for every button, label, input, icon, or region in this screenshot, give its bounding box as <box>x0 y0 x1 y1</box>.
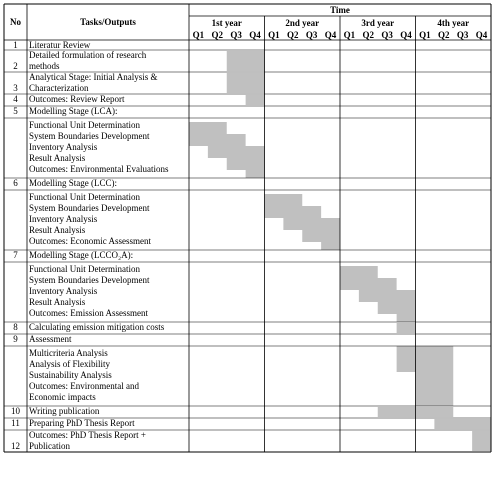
header-quarter: Q1 <box>343 30 356 40</box>
row-number: 11 <box>11 418 20 428</box>
task-label: Inventory Analysis <box>29 285 98 296</box>
task-label: Analysis of Flexibility <box>29 358 110 369</box>
task-label: System Boundaries Development <box>29 202 150 213</box>
task-label: Assessment <box>29 334 72 344</box>
task-label: Preparing PhD Thesis Report <box>29 418 135 428</box>
header-quarter: Q2 <box>287 30 299 40</box>
row-number: 4 <box>13 94 18 104</box>
row-number: 10 <box>11 406 20 416</box>
task-label: Outcomes: Review Report <box>29 94 125 104</box>
row-number: 2 <box>13 61 18 71</box>
header-quarter: Q4 <box>400 30 412 40</box>
header-year: 1st year <box>211 18 242 28</box>
task-label: System Boundaries Development <box>29 130 150 141</box>
task-label: Analytical Stage: Initial Analysis & <box>29 72 158 82</box>
task-label: Outcomes: Economic Assessment <box>29 235 151 246</box>
gantt-bar <box>227 51 265 71</box>
header-quarter: Q1 <box>268 30 280 40</box>
gantt-bar <box>227 73 265 93</box>
header-year: 2nd year <box>285 18 320 28</box>
task-label: Characterization <box>29 83 89 93</box>
task-label: Outcomes: PhD Thesis Report + <box>29 430 146 440</box>
task-label: Outcomes: Environmental Evaluations <box>29 163 169 174</box>
header-quarter: Q2 <box>438 30 450 40</box>
task-label: Inventory Analysis <box>29 141 98 152</box>
header-tasks: Tasks/Outputs <box>80 17 136 27</box>
header-quarter: Q4 <box>324 30 337 40</box>
header-quarter: Q3 <box>305 30 318 40</box>
row-number: 5 <box>13 106 18 116</box>
row-number: 9 <box>13 334 18 344</box>
task-label: Functional Unit Determination <box>29 119 140 130</box>
task-label: Publication <box>29 441 70 451</box>
row-number: 7 <box>13 250 18 260</box>
row-number: 6 <box>13 178 18 188</box>
gantt-bar <box>246 95 265 105</box>
header-year: 3rd year <box>361 18 395 28</box>
gantt-bar <box>416 372 454 406</box>
row-number: 12 <box>11 441 20 451</box>
header-quarter: Q4 <box>475 30 488 40</box>
header-quarter: Q3 <box>381 30 393 40</box>
header-no: No <box>10 17 21 27</box>
header-quarter: Q4 <box>249 30 261 40</box>
task-label: Calculating emission mitigation costs <box>29 322 165 332</box>
header-year: 4th year <box>437 18 470 28</box>
task-label: Outcomes: Environmental and <box>29 380 139 391</box>
header-quarter: Q2 <box>362 30 375 40</box>
task-label: Sustainability Analysis <box>29 369 112 380</box>
gantt-bar <box>397 302 416 322</box>
gantt-bar <box>321 230 340 250</box>
task-label: Literatur Review <box>29 40 91 50</box>
gantt-bar <box>246 158 265 178</box>
task-label: methods <box>29 61 60 71</box>
task-label: Outcomes: Emission Assessment <box>29 307 148 318</box>
header-quarter: Q1 <box>192 30 205 40</box>
task-label: Result Analysis <box>29 224 86 235</box>
row-number: 1 <box>13 40 18 50</box>
task-label: Writing publication <box>29 406 100 416</box>
gantt-bar <box>434 419 491 429</box>
header-quarter: Q3 <box>230 30 242 40</box>
task-label: Modelling Stage (LCC): <box>29 178 117 188</box>
task-label: Functional Unit Determination <box>29 191 140 202</box>
task-label: Multicriteria Analysis <box>29 347 108 358</box>
task-label: Modelling Stage (LCA): <box>29 106 118 116</box>
header-time: Time <box>330 5 350 15</box>
row-number: 3 <box>13 83 18 93</box>
task-label: Result Analysis <box>29 296 86 307</box>
gantt-bar <box>472 431 491 451</box>
header-quarter: Q3 <box>456 30 469 40</box>
task-label: System Boundaries Development <box>29 274 150 285</box>
row-number: 8 <box>13 322 18 332</box>
header-quarter: Q1 <box>419 30 431 40</box>
task-label: Inventory Analysis <box>29 213 98 224</box>
task-label: Modelling Stage (LCCO₂A): <box>29 250 134 260</box>
task-label: Detailed formulation of research <box>29 50 147 60</box>
task-label: Functional Unit Determination <box>29 263 140 274</box>
gantt-bar <box>397 323 416 333</box>
task-label: Result Analysis <box>29 152 86 163</box>
task-label: Economic impacts <box>29 391 96 402</box>
header-quarter: Q2 <box>211 30 224 40</box>
gantt-bar <box>397 346 454 372</box>
